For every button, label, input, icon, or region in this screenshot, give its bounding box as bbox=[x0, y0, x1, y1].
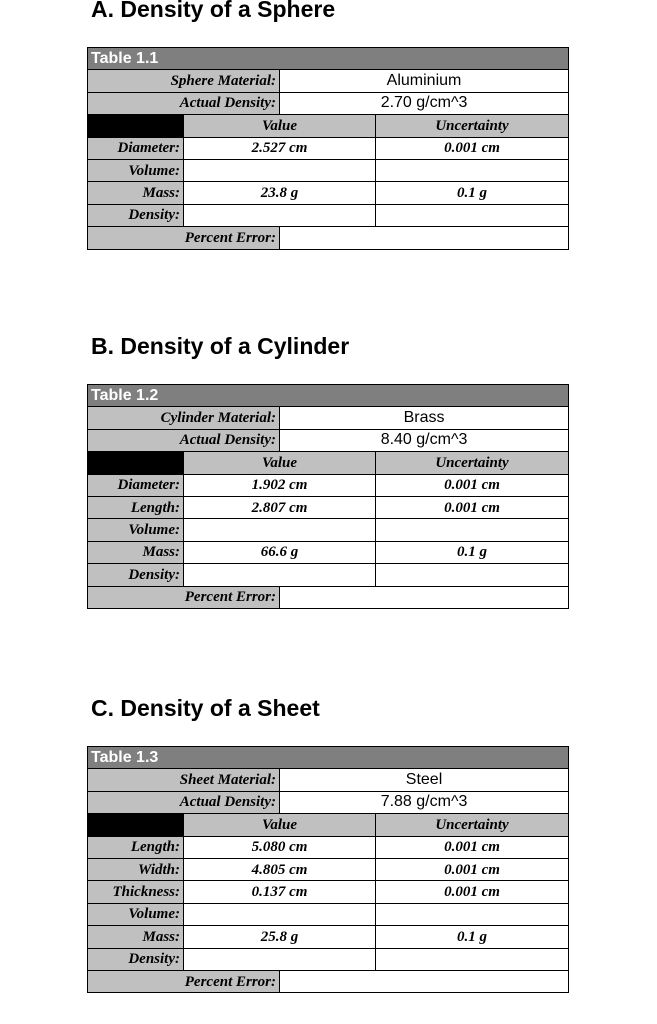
uncertainty-cell[interactable]: 0.001 cm bbox=[376, 474, 569, 496]
uncertainty-cell[interactable]: 0.001 cm bbox=[376, 137, 569, 159]
percent-error-value[interactable] bbox=[280, 970, 569, 992]
value-cell[interactable] bbox=[184, 159, 376, 181]
section-heading: C. Density of a Sheet bbox=[91, 695, 320, 721]
percent-error-label: Percent Error: bbox=[88, 586, 280, 608]
value-cell[interactable]: 66.6 g bbox=[184, 541, 376, 563]
uncertainty-column-header: Uncertainty bbox=[376, 814, 569, 836]
row-label: Mass: bbox=[88, 541, 184, 563]
row-label: Width: bbox=[88, 858, 184, 880]
material-value[interactable]: Aluminium bbox=[280, 70, 569, 92]
table-label: Table 1.3 bbox=[88, 747, 569, 769]
data-table bbox=[87, 384, 569, 609]
actual-density-value[interactable]: 7.88 g/cm^3 bbox=[280, 791, 569, 813]
uncertainty-cell[interactable] bbox=[376, 903, 569, 925]
uncertainty-cell[interactable]: 0.001 cm bbox=[376, 881, 569, 903]
uncertainty-cell[interactable]: 0.001 cm bbox=[376, 858, 569, 880]
value-column-header: Value bbox=[184, 814, 376, 836]
table-row bbox=[88, 836, 569, 858]
section-heading: B. Density of a Cylinder bbox=[91, 333, 350, 359]
value-cell[interactable]: 23.8 g bbox=[184, 182, 376, 204]
uncertainty-cell[interactable] bbox=[376, 519, 569, 541]
percent-error-label: Percent Error: bbox=[88, 970, 280, 992]
material-value[interactable]: Steel bbox=[280, 769, 569, 791]
value-cell[interactable] bbox=[184, 564, 376, 586]
table-row bbox=[88, 496, 569, 518]
table-row bbox=[88, 564, 569, 586]
row-label: Volume: bbox=[88, 903, 184, 925]
uncertainty-cell[interactable] bbox=[376, 204, 569, 226]
uncertainty-cell[interactable]: 0.1 g bbox=[376, 182, 569, 204]
value-cell[interactable]: 2.807 cm bbox=[184, 496, 376, 518]
table-row bbox=[88, 881, 569, 903]
value-column-header: Value bbox=[184, 452, 376, 474]
value-cell[interactable] bbox=[184, 519, 376, 541]
row-label: Mass: bbox=[88, 182, 184, 204]
value-cell[interactable]: 25.8 g bbox=[184, 926, 376, 948]
table-row bbox=[88, 903, 569, 925]
table-row bbox=[88, 519, 569, 541]
value-cell[interactable] bbox=[184, 948, 376, 970]
actual-density-label: Actual Density: bbox=[88, 92, 280, 114]
uncertainty-cell[interactable] bbox=[376, 948, 569, 970]
value-cell[interactable]: 4.805 cm bbox=[184, 858, 376, 880]
uncertainty-cell[interactable] bbox=[376, 159, 569, 181]
row-label: Diameter: bbox=[88, 137, 184, 159]
value-cell[interactable]: 0.137 cm bbox=[184, 881, 376, 903]
value-cell[interactable]: 5.080 cm bbox=[184, 836, 376, 858]
percent-error-label: Percent Error: bbox=[88, 227, 280, 249]
percent-error-value[interactable] bbox=[280, 227, 569, 249]
corner-cell bbox=[88, 115, 184, 137]
data-table bbox=[87, 47, 569, 250]
value-cell[interactable] bbox=[184, 903, 376, 925]
uncertainty-cell[interactable]: 0.001 cm bbox=[376, 496, 569, 518]
row-label: Density: bbox=[88, 564, 184, 586]
actual-density-label: Actual Density: bbox=[88, 429, 280, 451]
data-table bbox=[87, 746, 569, 993]
table-row bbox=[88, 474, 569, 496]
percent-error-value[interactable] bbox=[280, 586, 569, 608]
value-cell[interactable]: 1.902 cm bbox=[184, 474, 376, 496]
row-label: Length: bbox=[88, 496, 184, 518]
row-label: Volume: bbox=[88, 519, 184, 541]
corner-cell bbox=[88, 814, 184, 836]
material-label: Sphere Material: bbox=[88, 70, 280, 92]
row-label: Mass: bbox=[88, 926, 184, 948]
table-row bbox=[88, 541, 569, 563]
row-label: Length: bbox=[88, 836, 184, 858]
table-row bbox=[88, 926, 569, 948]
uncertainty-cell[interactable]: 0.1 g bbox=[376, 541, 569, 563]
section-heading: A. Density of a Sphere bbox=[91, 0, 336, 22]
row-label: Diameter: bbox=[88, 474, 184, 496]
actual-density-label: Actual Density: bbox=[88, 791, 280, 813]
corner-cell bbox=[88, 452, 184, 474]
table-row bbox=[88, 204, 569, 226]
material-value[interactable]: Brass bbox=[280, 407, 569, 429]
uncertainty-cell[interactable] bbox=[376, 564, 569, 586]
row-label: Density: bbox=[88, 204, 184, 226]
material-label: Cylinder Material: bbox=[88, 407, 280, 429]
row-label: Thickness: bbox=[88, 881, 184, 903]
actual-density-value[interactable]: 2.70 g/cm^3 bbox=[280, 92, 569, 114]
uncertainty-cell[interactable]: 0.1 g bbox=[376, 926, 569, 948]
uncertainty-cell[interactable]: 0.001 cm bbox=[376, 836, 569, 858]
table-row bbox=[88, 159, 569, 181]
table-row bbox=[88, 858, 569, 880]
table-row bbox=[88, 182, 569, 204]
row-label: Density: bbox=[88, 948, 184, 970]
value-cell[interactable]: 2.527 cm bbox=[184, 137, 376, 159]
table-row bbox=[88, 137, 569, 159]
table-label: Table 1.1 bbox=[88, 48, 569, 70]
value-cell[interactable] bbox=[184, 204, 376, 226]
row-label: Volume: bbox=[88, 159, 184, 181]
uncertainty-column-header: Uncertainty bbox=[376, 115, 569, 137]
uncertainty-column-header: Uncertainty bbox=[376, 452, 569, 474]
table-label: Table 1.2 bbox=[88, 385, 569, 407]
actual-density-value[interactable]: 8.40 g/cm^3 bbox=[280, 429, 569, 451]
material-label: Sheet Material: bbox=[88, 769, 280, 791]
table-row bbox=[88, 948, 569, 970]
value-column-header: Value bbox=[184, 115, 376, 137]
